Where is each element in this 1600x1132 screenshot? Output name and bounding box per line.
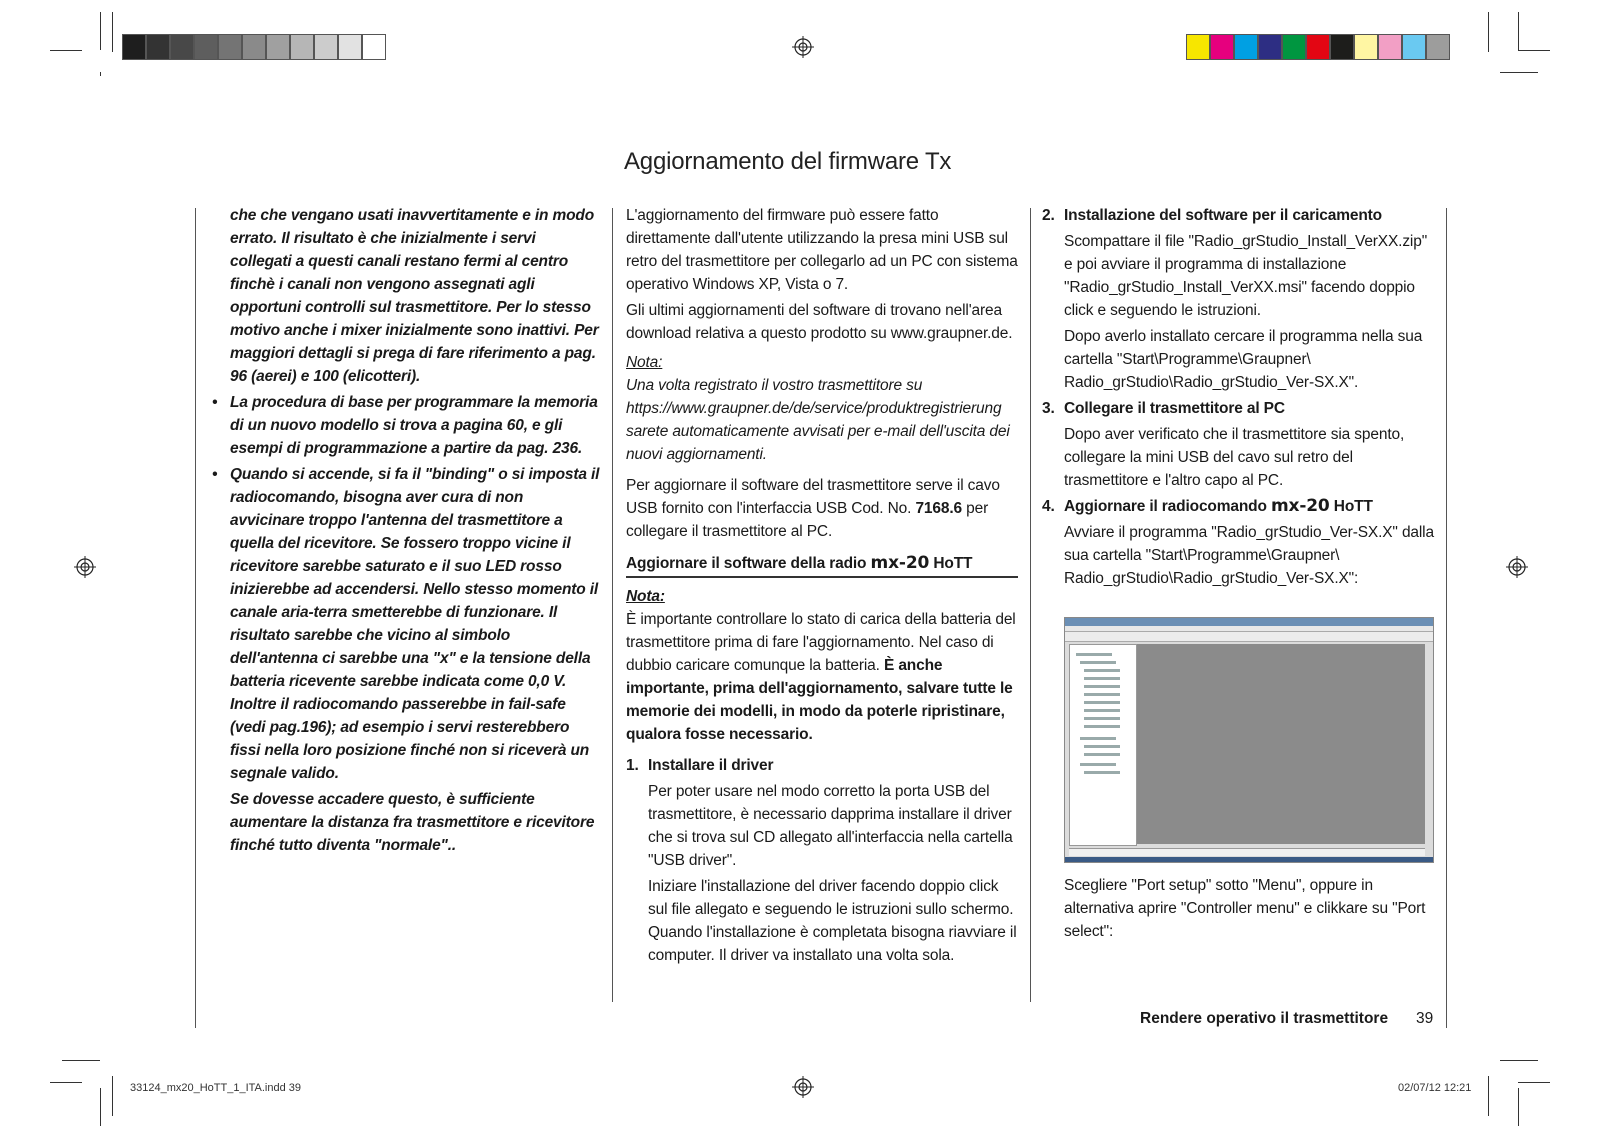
- after-screenshot-text: Scegliere "Port setup" sotto "Menu", oppure in alternativa aprire "Controller menu" e clikkare su "Port select":: [1064, 877, 1426, 940]
- color-swatch: [362, 34, 386, 60]
- crop-mark: [1500, 72, 1538, 73]
- note-label: Nota:: [626, 588, 665, 605]
- screenshot-statusbar: [1069, 848, 1425, 856]
- crop-mark: [100, 72, 101, 76]
- screenshot-titlebar: [1065, 618, 1433, 626]
- crop-mark: [1518, 12, 1519, 50]
- crop-mark: [1488, 1076, 1489, 1116]
- page-number: 39: [1416, 1010, 1434, 1027]
- step-number: 3.: [1042, 400, 1055, 417]
- color-swatch: [1234, 34, 1258, 60]
- crop-mark: [50, 1082, 82, 1083]
- color-swatch: [194, 34, 218, 60]
- color-swatch: [1186, 34, 1210, 60]
- color-swatch: [1330, 34, 1354, 60]
- intro-paragraph: che che vengano usati inavvertitamente e in modo errato. Il risultato è che inizialmente i servi collegati a questi canali restano fermi al centro finchè i canali non vengono assegnati agli opportuni controlli sul trasmettitore. Per lo stesso motivo anche i mixer inizialmente sono inattivi. Per maggiori dettagli si prega di fare riferimento a pag. 96 (aerei) e 100 (elicotteri).: [230, 207, 599, 385]
- step-number: 1.: [626, 757, 639, 774]
- gray-calibration-strip: [122, 34, 386, 60]
- color-swatch: [1354, 34, 1378, 60]
- color-swatch: [266, 34, 290, 60]
- color-swatch: [314, 34, 338, 60]
- column-rule: [1446, 208, 1447, 1028]
- paragraph: [626, 474, 1018, 543]
- middle-column: [626, 204, 1018, 970]
- step-text: Scompattare il file "Radio_grStudio_Install_VerXX.zip" e poi avviare il programma di installazione "Radio_grStudio_Install_VerXX.msi" facendo doppio click e seguendo le istruzioni.: [1064, 233, 1428, 319]
- bullet-icon: •: [212, 394, 218, 411]
- note-text-plain: È importante controllare lo stato di carica della batteria del trasmettitore prima di fare l'aggiornamento. Nel caso di dubbio caricare comunque la batteria.: [626, 611, 1016, 674]
- crop-mark: [1500, 1060, 1538, 1061]
- bullet-item: [208, 391, 600, 460]
- color-swatch: [1282, 34, 1306, 60]
- crop-mark: [62, 1060, 100, 1061]
- color-swatch: [1306, 34, 1330, 60]
- footer-section-title: Rendere operativo il trasmettitore: [1140, 1010, 1389, 1027]
- paragraph: L'aggiornamento del firmware può essere fatto direttamente dall'utente utilizzando la presa mini USB sul retro del trasmettitore per collegarlo ad un PC con sistema operativo Windows XP, Vista o 7.: [626, 207, 1018, 293]
- model-name: mx-20: [1270, 496, 1330, 516]
- product-code: 7168.6: [915, 500, 962, 517]
- step-item: [1042, 397, 1434, 492]
- color-swatch: [242, 34, 266, 60]
- registration-mark-icon: [792, 1076, 814, 1098]
- step-heading-text: Aggiornare il radiocomando: [1064, 498, 1267, 515]
- color-swatch: [290, 34, 314, 60]
- crop-mark: [100, 1088, 101, 1126]
- file-slug: 33124_mx20_HoTT_1_ITA.indd 39: [130, 1082, 302, 1094]
- column-rule: [195, 208, 196, 1028]
- crop-mark: [50, 50, 82, 51]
- color-swatch: [122, 34, 146, 60]
- paragraph: Gli ultimi aggiornamenti del software di trovano nell'area download relativa a questo prodotto su www.graupner.de.: [626, 302, 1013, 342]
- step-number: 4.: [1042, 498, 1055, 515]
- step-item: [1042, 204, 1434, 394]
- color-swatch: [1210, 34, 1234, 60]
- step-heading-suffix: HoTT: [1333, 498, 1373, 515]
- screenshot-toolbar: [1065, 632, 1433, 642]
- step-item: [1042, 495, 1434, 590]
- step-heading: [1064, 495, 1434, 518]
- bullet-text: Quando si accende, si fa il "binding" o si imposta il radiocomando, bisogna aver cura di non avvicinare troppo l'antenna del trasmettitore a quella del ricevitore. Se fossero troppo vicine il ricevitore sarebbe saturato e il suo LED rosso inizierebbe ad accendersi. Nello stesso momento il canale aria-terra smetterebbe di funzionare. Il risultato sarebbe che vicino al simbolo dell'antenna ci sarebbe una "x" e la tensione della batteria ricevente sarebbe indicata come 0,0 V. Inoltre il radiocomando passerebbe in fail-safe (vedi pag.196); ad esempio i servi resterebbero fissi nella loro posizione finché non si riceverà un segnale valido.: [230, 466, 600, 782]
- step-text: Avviare il programma "Radio_grStudio_Ver-SX.X" dalla sua cartella "Start\Programme\Graupner\ Radio_grStudio\Radio_grStudio_Ver-SX.X":: [1064, 524, 1434, 587]
- bullet-continuation: Se dovesse accadere questo, è sufficiente aumentare la distanza fra trasmettitore e ricevitore finché tutto diventa "normale"..: [230, 791, 595, 854]
- step-text: Iniziare l'installazione del driver facendo doppio click sul file allegato e seguendo le istruzioni sullo schermo. Quando l'installazione è completata bisogna riavviare il computer. Il driver va installato una volta sola.: [648, 878, 1017, 964]
- color-swatch: [338, 34, 362, 60]
- section-heading-text: Aggiornare il software della radio: [626, 555, 867, 572]
- note-text-bold: È anche importante, prima dell'aggiornamento, salvare tutte le memorie dei modelli, in modo da poterle ripristinare, qualora fosse necessario.: [626, 657, 1013, 743]
- step-heading: Installare il driver: [648, 757, 774, 774]
- crop-mark: [1518, 50, 1550, 51]
- crop-mark: [1518, 1088, 1519, 1126]
- step-text: Dopo averlo installato cercare il programma nella sua cartella "Start\Programme\Graupner\ Radio_grStudio\Radio_grStudio_Ver-SX.X".: [1064, 328, 1423, 391]
- registration-mark-icon: [74, 556, 96, 578]
- crop-mark: [1518, 1082, 1550, 1083]
- note-label: Nota:: [626, 354, 663, 371]
- color-swatch: [1402, 34, 1426, 60]
- step-heading: Installazione del software per il caricamento: [1064, 207, 1382, 224]
- screenshot-workspace: [1137, 644, 1425, 844]
- note-text: Una volta registrato il vostro trasmettitore su https://www.graupner.de/de/service/produktregistrierung sarete automaticamente avvisati per e-mail dell'uscita dei nuovi aggiornamenti.: [626, 377, 1010, 463]
- model-name: mx-20: [870, 553, 930, 573]
- color-swatch: [218, 34, 242, 60]
- screenshot-taskbar: [1065, 857, 1433, 862]
- section-heading: [626, 552, 1018, 578]
- page-title: Aggiornamento del firmware Tx: [624, 148, 952, 175]
- screenshot-tree-panel: [1069, 644, 1137, 846]
- left-column: [208, 204, 600, 860]
- step-item: [626, 754, 1018, 967]
- bullet-icon: •: [212, 466, 218, 483]
- date-slug: 02/07/12 12:21: [1398, 1082, 1472, 1094]
- color-swatch: [1426, 34, 1450, 60]
- crop-mark: [112, 1076, 113, 1116]
- software-screenshot: [1064, 617, 1434, 863]
- step-text: Dopo aver verificato che il trasmettitore sia spento, collegare la mini USB del cavo sul retro del trasmettitore e l'altro capo al PC.: [1064, 426, 1405, 489]
- column-rule: [612, 208, 613, 1002]
- color-swatch: [1378, 34, 1402, 60]
- crop-mark: [100, 12, 101, 50]
- column-rule: [1030, 208, 1031, 1002]
- step-heading: Collegare il trasmettitore al PC: [1064, 400, 1285, 417]
- registration-mark-icon: [1506, 556, 1528, 578]
- section-heading-suffix: HoTT: [933, 555, 973, 572]
- step-number: 2.: [1042, 207, 1055, 224]
- color-swatch: [146, 34, 170, 60]
- bullet-text: La procedura di base per programmare la memoria di un nuovo modello si trova a pagina 60, e gli esempi di programmazione a partire da pag. 236.: [230, 394, 598, 457]
- paragraph-text: Per aggiornare il software del trasmettitore serve il cavo USB fornito con l'interfaccia USB Cod. No.: [626, 477, 1000, 517]
- step-text: Per poter usare nel modo corretto la porta USB del trasmettitore, è necessario dapprima installare il driver che si trova sul CD allegato all'interfaccia nella cartella "USB driver".: [648, 783, 1013, 869]
- registration-mark-icon: [792, 36, 814, 58]
- color-swatch: [1258, 34, 1282, 60]
- crop-mark: [112, 12, 113, 52]
- note-text: [626, 608, 1018, 746]
- bullet-item: [208, 463, 600, 785]
- paragraph-text: per collegare il trasmettitore al PC.: [626, 500, 989, 540]
- crop-mark: [1488, 12, 1489, 52]
- right-column: [1042, 204, 1434, 593]
- color-swatch: [170, 34, 194, 60]
- color-calibration-strip: [1186, 34, 1450, 60]
